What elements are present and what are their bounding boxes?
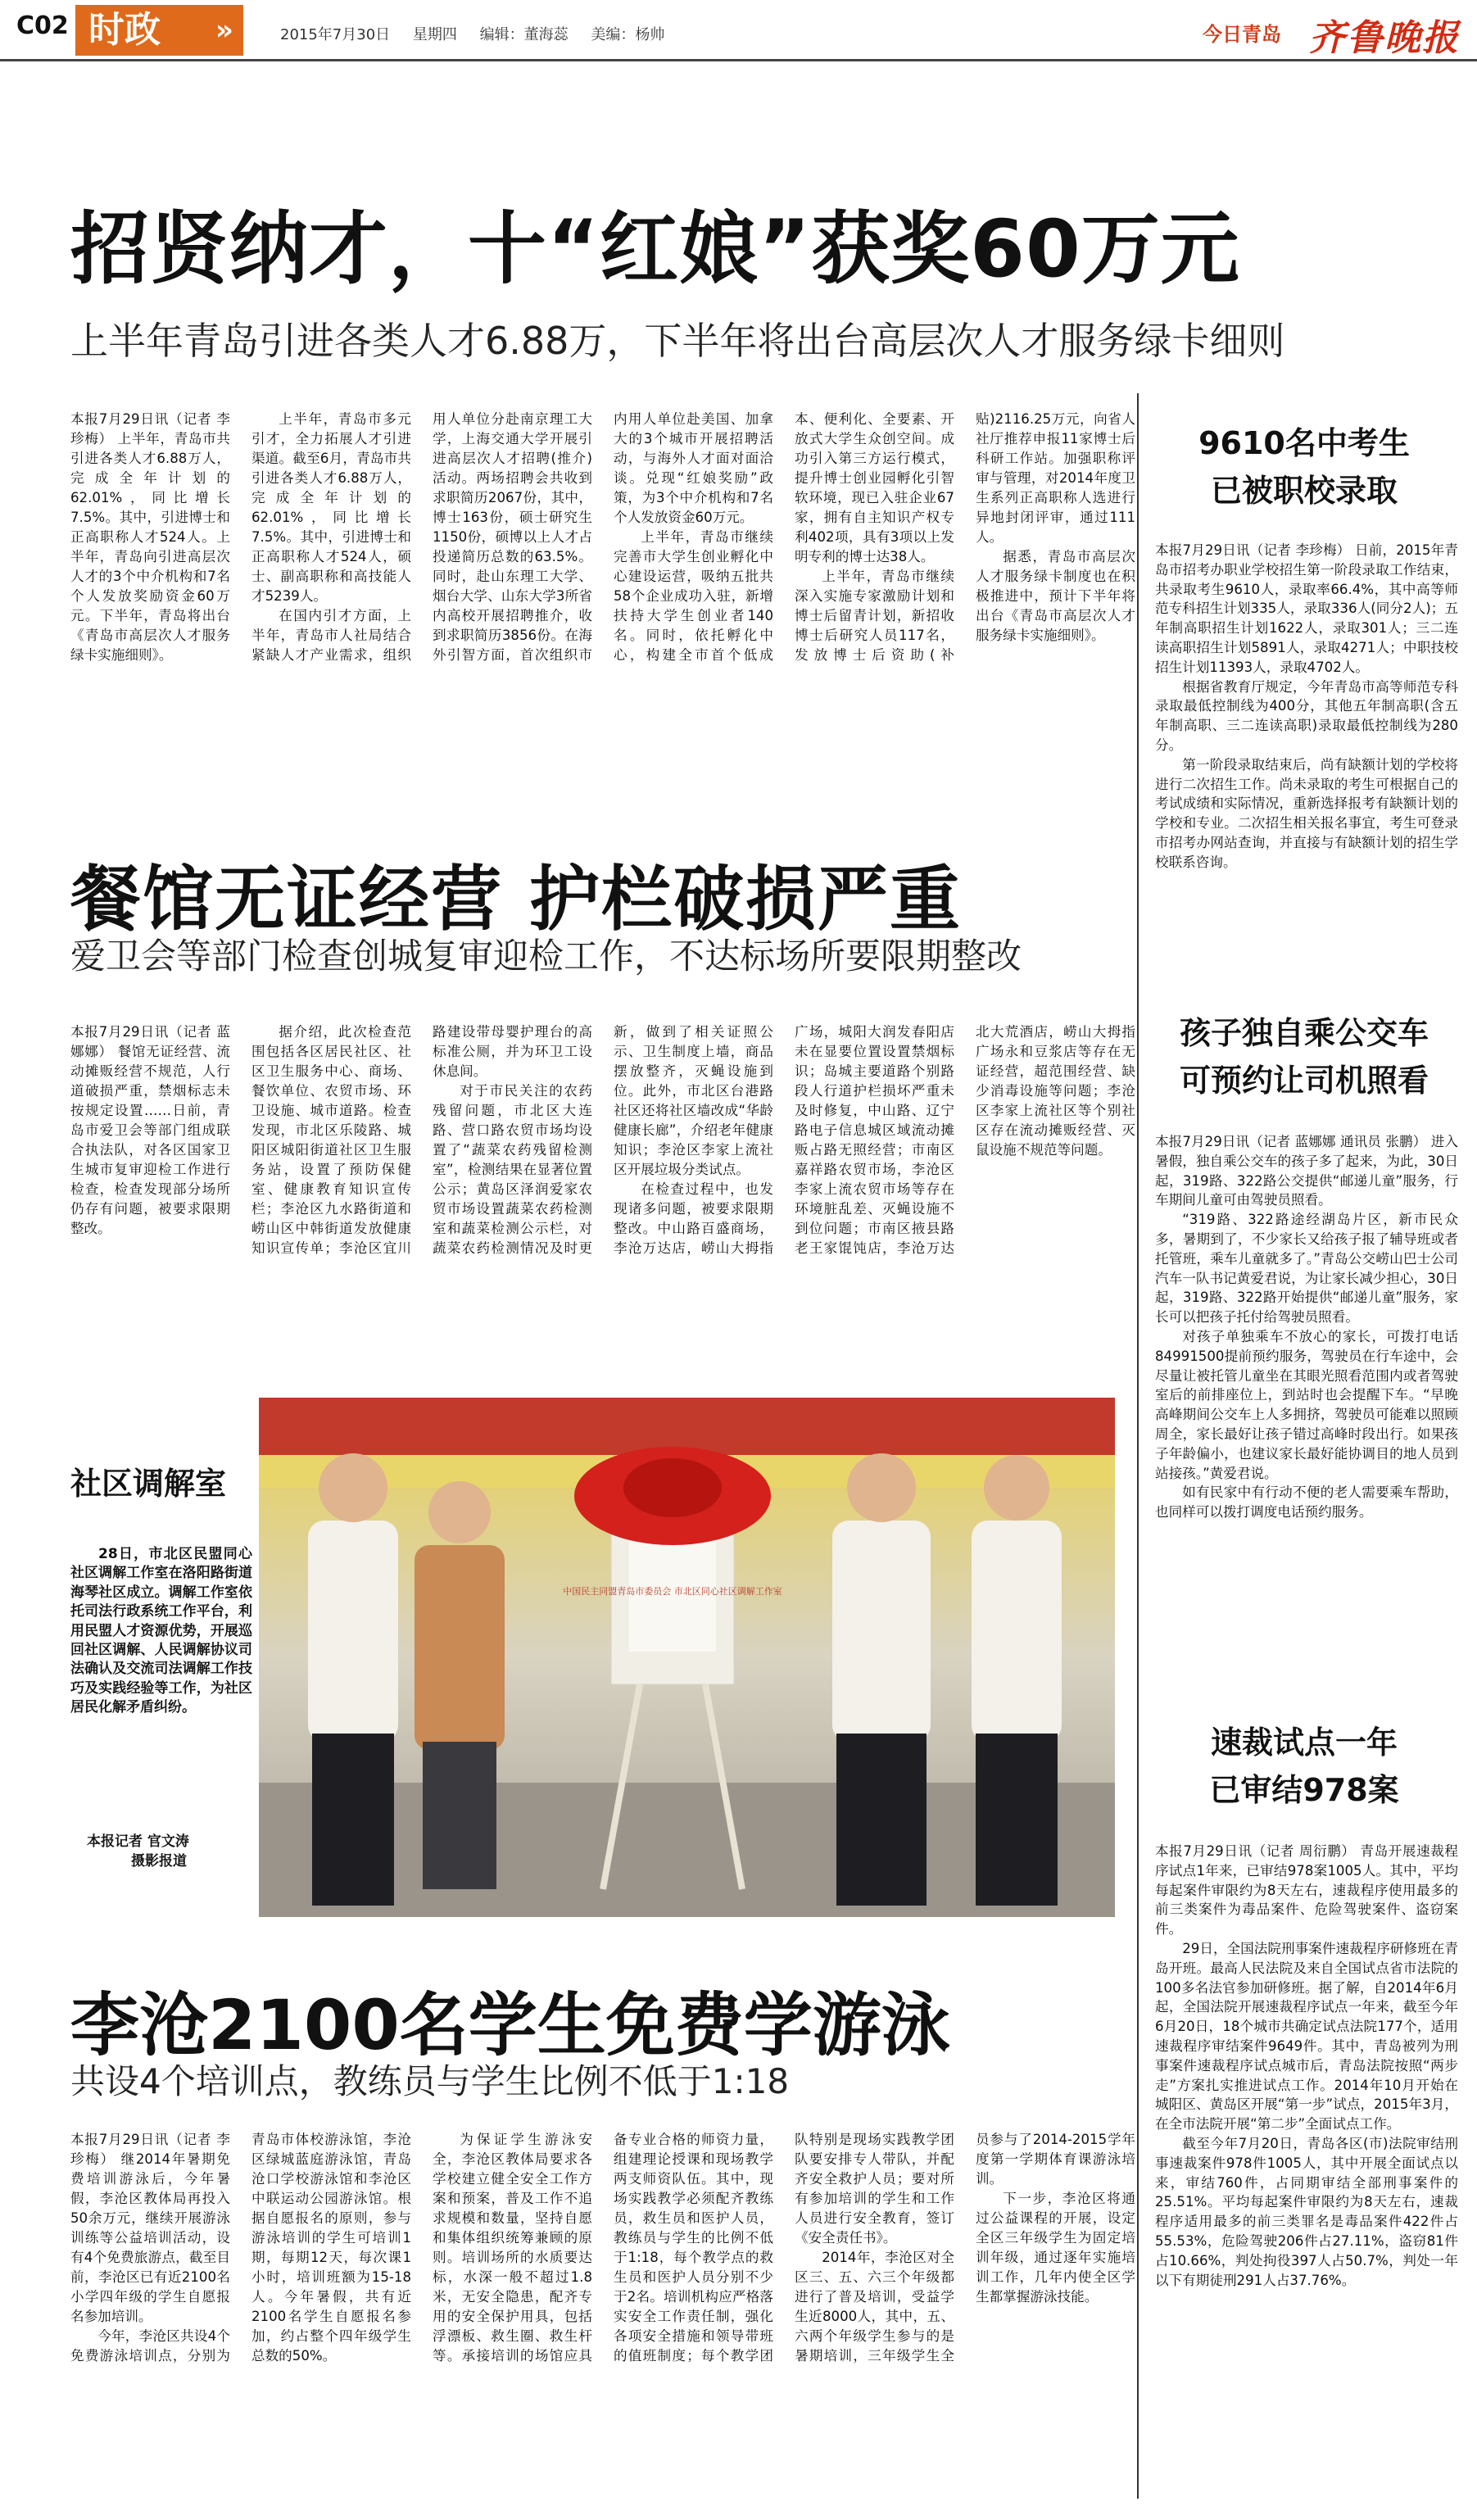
news-photo — [259, 1398, 1115, 1917]
article2-paragraph: 本报7月29日讯（记者 蓝娜娜） 餐馆无证经营、流动摊贩经营不规范，人行道破损严重，禁烟标志未按规定设置……日前，青岛市爱卫会等部门组成联合执法队，对各区国家卫生城市复审迎检工作进行检查，检查发现部分场所仍存有问题，被要求限期整改。 — [70, 1024, 230, 1236]
article2-paragraph: 据介绍，此次检查范围包括各区居民社区、社区卫生服务中心、商场、餐饮单位、农贸市场、环卫设施、城市道路。检查发现，市北区乐陵路、城阳区城阳街道社区卫生服务站，设置了预防保健室、健康教育知识宣传栏；李沧区九水路街道和崂山区中韩街道发放健康知识宣传单；李沧区宜川路建设带母婴护理台的高标准公厕，并为环卫工设休息间。 — [251, 1024, 592, 1256]
article3-paragraph: 2014年，李沧区对全区三、五、六三个年级都进行了普及培训，受益学生近8000人，其中，五、六两个年级学生参与的是暑期培训，三年级学生全员参与了2014-2015学年度第一学期体育课游泳培训。 — [795, 2132, 1135, 2364]
article2-body — [70, 1022, 1135, 1383]
section-label — [75, 5, 243, 56]
issue-editor: 编辑：董海蕊 — [479, 26, 569, 43]
plaque-text: 中国民主同盟青岛市委员会 市北区同心社区调解工作室 — [563, 1586, 782, 1597]
article1-paragraph: 上半年，青岛市继续深入实施专家激励计划和博士后留青计划，新招收博士后研究人员117名，发放博士后资助(补贴)2116.25万元，向省人社厅推荐申报11家博士后科研工作站。加强职称评审与管理，对2014年度卫生系列正高职称人选进行异地封闭评审，通过111人。 — [795, 411, 1135, 663]
side1-body — [1155, 541, 1458, 999]
article1-paragraph: 上半年，青岛市多元引才，全力拓展人才引进渠道。截至6月，青岛市共引进各类人才6.88万人，完成全年计划的62.01%，同比增长7.5%。其中，引进博士和正高职称人才524人，硕士、副高职称和高技能人才5239人。 — [251, 411, 411, 604]
article1-paragraph: 上半年，青岛市继续完善市大学生创业孵化中心建设运营，吸纳五批共58个企业成功入驻，新增扶持大学生创业者140名。同时，依托孵化中心，构建全市首个低成本、便利化、全要素、开放式大学生众创空间。成功引入第三方运行模式，提升博士创业园孵化引智软环境，现已入驻企业67家，拥有自主知识产权专利402项，具有3项以上发明专利的博士达38人。 — [614, 411, 954, 663]
side2-paragraph: 本报7月29日讯（记者 蓝娜娜 通讯员 张鹏） 进入暑假，独自乘公交车的孩子多了起来，为此，30日起，319路、322路公交提供“邮递儿童”服务，行车期间儿童可由驾驶员照看。 — [1155, 1134, 1458, 1208]
article3-paragraph: 下一步，李沧区将通过公益课程的开展，设定全区三年级学生为固定培训年级，通过逐年实施培训工作，几年内使全区学生都掌握游泳技能。 — [976, 2191, 1135, 2305]
issue-date: 2015年7月30日 — [280, 26, 391, 43]
side2-paragraph: “319路、322路途经湖岛片区，新市民众多，暑期到了，不少家长又给孩子报了辅导班或者托管班，乘车儿童就多了。”青岛公交崂山巴士公司汽车一队书记黄爱君说，为让家长减少担心，30日起，319路、322路开始提供“邮递儿童”服务，家长可以把孩子托付给驾驶员照看。 — [1155, 1212, 1458, 1326]
side3-headline-line1: 速裁试点一年 — [1210, 1725, 1398, 1761]
article2-paragraph: 对于市民关注的农药残留问题，市北区大连路、营口路农贸市场均设置了“蔬菜农药残留检测室”，检测结果在显著位置公示；黄岛区泽润爱家农贸市场设置蔬菜农药检测室和蔬菜检测公示栏，对蔬菜农药检测情况及时更新，做到了相关证照公示、卫生制度上墙，商品摆放整齐，灭蝇设施到位。此外，市北区台港路社区还将社区墙改成“华龄健康长廊”，介绍老年健康知识；李沧区李家上流社区开展垃圾分类试点。 — [433, 1024, 773, 1256]
photo-credit-reporter: 本报记者 官文涛 — [87, 1833, 189, 1850]
side1-paragraph: 根据省教育厅规定，今年青岛市高等师范专科录取最低控制线为400分，其他五年制高职(含五年制高职、三二连读高职)录取最低控制线为280分。 — [1155, 678, 1458, 753]
article1-paragraph: 本报7月29日讯（记者 李珍梅） 上半年，青岛市共引进各类人才6.88万人，完成全年计划的62.01%，同比增长7.5%。其中，引进博士和正高职称人才524人。上半年，青岛向引进高层次人才的3个中介机构和7名个人发放奖励资金60万元。下半年，青岛将出台《青岛市高层次人才服务绿卡实施细则》。 — [70, 411, 230, 663]
section-title: 时政 — [88, 9, 161, 51]
side3-paragraph: 截至今年7月20日，青岛各区(市)法院审结刑事速裁案件978件1005人，其中开展全面试点以来，审结760件，占同期审结全部刑事案件的25.51%。平均每起案件审限约为8天左右，速裁程序适用最多的前三类罪名是毒品案件422件占55.53%，危险驾驶206件占27.11%，盗窃81件占10.66%，判处拘役397人占50.7%，判处一年以下有期徒刑291人占37.76%。 — [1155, 2135, 1458, 2288]
article3-paragraph: 今年，李沧区共设4个免费游泳培训点，分别为青岛市体校游泳馆，李沧区绿城蓝庭游泳馆，青岛沧口学校游泳馆和李沧区中联运动公园游泳馆。根据自愿报名的原则，参与游泳培训的学生可培训1期，每期12天，每次课1小时，培训班额为15-18人。今年暑假，共有近2100名学生自愿报名参加，约占整个四年级学生总数的50%。 — [70, 2132, 411, 2364]
side1-headline-line2: 已被职校录取 — [1210, 473, 1398, 509]
side2-headline-line2: 可预约让司机照看 — [1179, 1063, 1429, 1099]
today-label: 今日青岛 — [1203, 23, 1281, 46]
photo-credit-role: 摄影报道 — [131, 1853, 187, 1870]
photo-caption — [70, 1545, 252, 1718]
side2-paragraph: 对孩子单独乘车不放心的家长，可拨打电话84991500提前预约服务，驾驶员在行车途中，会尽量让被托管儿童坐在其眼光照看范围内或者驾驶室后的前排座位上，到站时也会提醒下车。“早晚高峰期间公交车上人多拥挤，驾驶员可能难以照顾周全，家长最好让孩子错过高峰时段出行。如果孩子年龄偏小，也建议家长最好能协调目的地人员到站接孩。”黄爱君说。 — [1155, 1328, 1458, 1481]
issue-weekday: 星期四 — [412, 26, 457, 43]
chevron-right-icon: » — [215, 14, 233, 47]
side3-headline — [1140, 1719, 1468, 1814]
issue-meta — [280, 23, 682, 44]
article3-subheadline: 共设4个培训点，教练员与学生比例不低于1:18 — [70, 2061, 790, 2101]
side1-paragraph: 第一阶段录取结束后，尚有缺额计划的学校将进行二次招生工作。尚未录取的考生可根据自己的考试成绩和实际情况，重新选择报考有缺额计划的学校和专业。二次招生相关报名事宜，考生可登录市招考办网站查询，并直接与有缺额计划的招生学校联系咨询。 — [1155, 756, 1458, 870]
photo-caption-text: 28日，市北区民盟同心社区调解工作室在洛阳路街道海琴社区成立。调解工作室依托司法行政系统工作平台，利用民盟人才资源优势，开展巡回社区调解、人民调解协议司法确认及交流司法调解工作技巧及实践经验等工作，为社区居民化解矛盾纠纷。 — [70, 1546, 252, 1716]
article1-body — [70, 410, 1135, 818]
article3-paragraph: 为保证学生游泳安全，李沧区教体局要求各学校建立健全安全工作方案和预案，普及工作不追求规模和数量，坚持自愿和集体组织统筹兼顾的原则。培训场所的水质要达标，水深一般不超过1.8米，无安全隐患，配齐专用的安全保护用具，包括浮漂板、救生圈、救生杆等。承接培训的场馆应具备专业合格的师资力量，组建理论授课和现场教学两支师资队伍。其中，现场实践教学必须配齐教练员，救生员和医护人员，教练员与学生的比例不低于1:18，每个教学点的救生员和医护人员分别不少于2名。培训机构应严格落实安全工作责任制，强化各项安全措施和领导带班的值班制度；每个教学团队特别是现场实践教学团队要安排专人带队，并配齐安全救护人员；要对所有参加培训的学生和工作人员进行安全教育，签订《安全责任书》。 — [433, 2132, 954, 2364]
side1-paragraph: 本报7月29日讯（记者 李珍梅） 日前，2015年青岛市招考办职业学校招生第一阶段录取工作结束，共录取考生9610人，录取率66.4%，其中高等师范专科招生计划335人，录取336人(同分2人)；五年制高职招生计划1622人，录取301人；三二连读高职招生计划5891人，录取4271人；中职技校招生计划11393人，录取4702人。 — [1155, 542, 1458, 675]
page-number: C02 — [16, 11, 69, 40]
article2-subheadline: 爱卫会等部门检查创城复审迎检工作，不达标场所要限期整改 — [70, 936, 1022, 977]
side1-headline — [1140, 419, 1468, 514]
photo-credit — [87, 1832, 189, 1871]
side2-paragraph: 如有民家中有行动不便的老人需要乘车帮助，也同样可以拨打调度电话预约服务。 — [1155, 1484, 1458, 1521]
side1-headline-line1: 9610名中考生 — [1198, 425, 1410, 461]
article3-body — [70, 2130, 1135, 2507]
article2-headline: 餐馆无证经营 护栏破损严重 — [70, 859, 962, 940]
photo-caption-title: 社区调解室 — [70, 1466, 227, 1502]
article1-paragraph: 据悉，青岛市高层次人才服务绿卡制度也在积极推进中，预计下半年将出台《青岛市高层次人才服务绿卡实施细则》。 — [976, 549, 1135, 643]
article2-paragraph: 在检查过程中，也发现诸多问题，被要求限期整改。中山路百盛商场，李沧万达店，崂山大拇指广场，城阳大润发春阳店未在显要位置设置禁烟标识；岛城主要道路个别路段人行道护栏损坏严重未及时修复，中山路、辽宁路电子信息城区域流动摊贩占路无照经营；市南区嘉祥路农贸市场，李沧区李家上流农贸市场等存在环境脏乱差、灭蝇设施不到位问题；市南区掖县路老王家馄饨店，李沧万达北大荒酒店，崂山大拇指广场永和豆浆店等存在无证经营，超范围经营、缺少消毒设施等问题；李沧区李家上流社区等个别社区存在流动摊贩经营、灭鼠设施不规范等问题。 — [614, 1024, 1135, 1256]
side3-headline-line2: 已审结978案 — [1209, 1772, 1399, 1808]
issue-designer: 美编：杨帅 — [591, 26, 665, 43]
article3-paragraph: 本报7月29日讯（记者 李珍梅） 继2014年暑期免费培训游泳后，今年暑假，李沧区教体局再投入50余万元，继续开展游泳训练等公益培训活动，设有4个免费旅游点，截至目前，李沧区已有近2100名小学四年级的学生自愿报名参加培训。 — [70, 2132, 230, 2324]
side2-headline-line1: 孩子独自乘公交车 — [1179, 1015, 1429, 1051]
side2-headline — [1140, 1009, 1468, 1104]
newspaper-logo: 齐鲁晚报 — [1309, 17, 1460, 59]
side3-paragraph: 本报7月29日讯（记者 周衍鹏） 青岛开展速裁程序试点1年来，已审结978案1005人。其中，平均每起案件审限约为8天左右，速裁程序使用最多的前三类案件为毒品案件、危险驾驶案件、盗窃案件。 — [1155, 1843, 1458, 1938]
side3-paragraph: 29日，全国法院刑事案件速裁程序研修班在青岛开班。最高人民法院及来自全国试点省市法院的100多名法官参加研修班。据了解，自2014年6月起，全国法院开展速裁程序试点一年来，截至今年6月20日，18个城市共确定试点法院177个，适用速裁程序审结案件9649件。其中，青岛被列为刑事案件速裁程序试点城市后，青岛法院按照“两步走”方案扎实推进试点工作。2014年10月开始在城阳区、黄岛区开展“第一步”试点，2015年3月，在全市法院开展“第二步”全面试点工作。 — [1155, 1940, 1458, 2132]
article1-paragraph: 在国内引才方面，上半年，青岛市人社局结合紧缺人才产业需求，组织用人单位分赴南京理工大学，上海交通大学开展引进高层次人才招聘(推介)活动。两场招聘会共收到求职简历2067份，其中，博士163份，硕士研究生1150份，硕博以上人才占投递简历总数的63.5%。同时，赴山东理工大学、烟台大学、山东大学3所省内高校开展招聘推介，收到求职简历3856份。在海外引智方面，首次组织市内用人单位赴美国、加拿大的3个城市开展招聘活动，与海外人才面对面洽谈。兑现“红娘奖励”政策，为3个中介机构和7名个人发放资金60万元。 — [251, 411, 773, 663]
ceremony-photo-illustration — [259, 1398, 1115, 1917]
header-rule — [0, 59, 1477, 61]
side3-body — [1155, 1842, 1458, 2507]
article3-headline: 李沧2100名学生免费学游泳 — [70, 1985, 950, 2065]
column-divider — [1137, 393, 1139, 2499]
side2-body — [1155, 1132, 1458, 1706]
article1-subheadline: 上半年青岛引进各类人才6.88万，下半年将出台高层次人才服务绿卡细则 — [70, 319, 1285, 363]
article1-headline: 招贤纳才，十“红娘”获奖60万元 — [70, 203, 1240, 295]
